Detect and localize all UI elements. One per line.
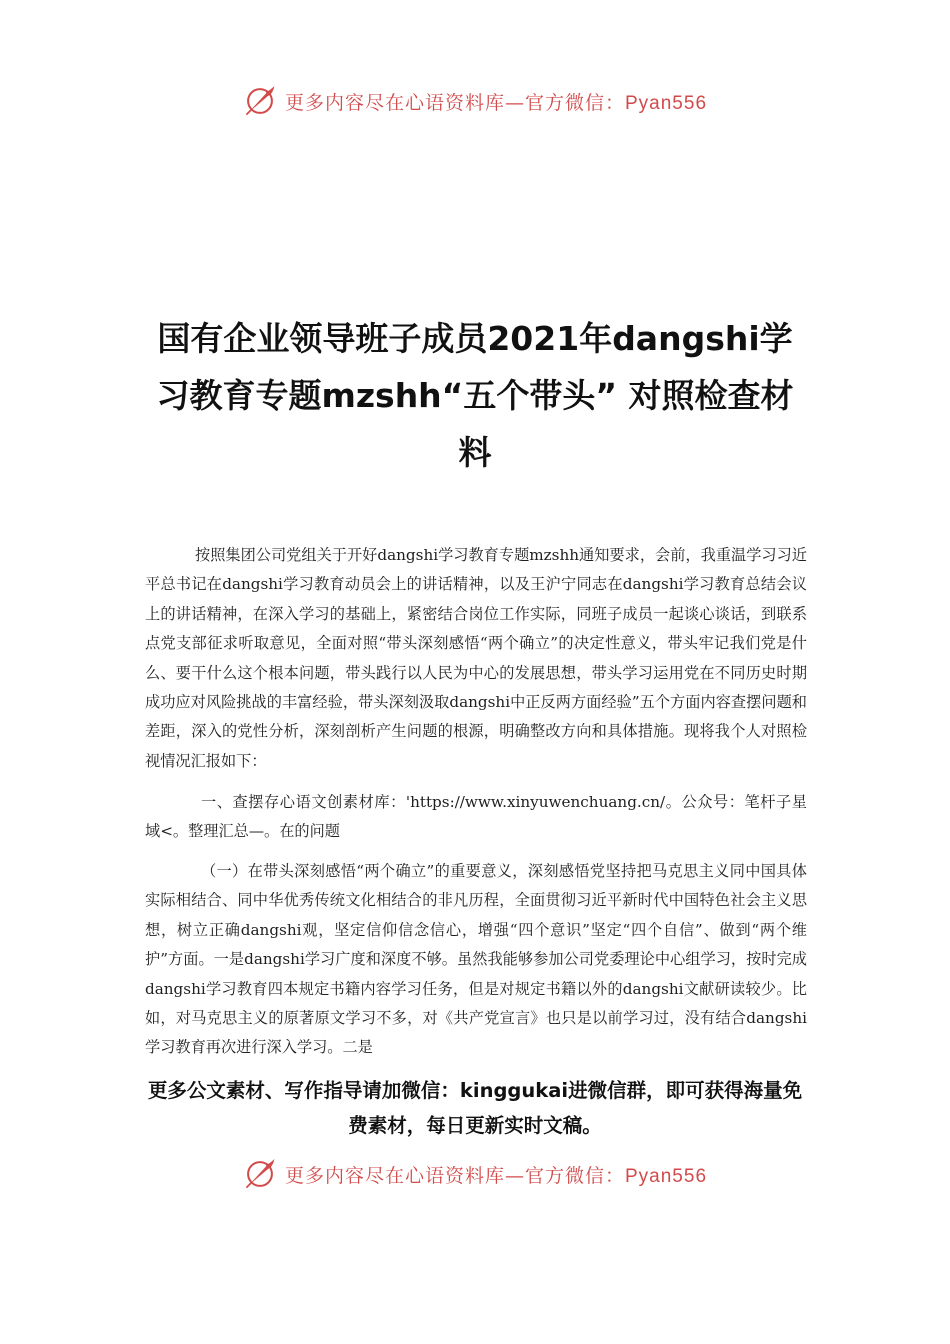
brand-text — [285, 88, 707, 115]
top-brand-header — [0, 84, 950, 118]
brand-label: 更多内容尽在心语资料库—官方微信： — [284, 1164, 625, 1187]
wechat-id: Pyan556 — [625, 1165, 708, 1187]
paragraph-subsection-one: （一）在带头深刻感悟“两个确立”的重要意义，深刻感悟党坚持把马克思主义同中国具体实际相结合、同中华优秀传统文化相结合的非凡历程，全面贯彻习近平新时代中国特色社会主义思想，树立正确dangshi观，坚定信仰信念信心，增强“四个意识”坚定“四个自信”、做到“两个维护”方面。一是dangshi学习广度和深度不够。虽然我能够参加公司党委理论中心组学习，按时完成dangshi学习教育四本规定书籍内容学习任务，但是对规定书籍以外的dangshi文献研读较少。比如，对马克思主义的原著原文学习不多，对《共产党宣言》也只是以前学习过，没有结合dangshi学习教育再次进行深入学习。二是 — [145, 862, 807, 1057]
paragraph-section-heading: 一、查摆存心语文创素材库：'https://www.xinyuwenchuang.cn/。公众号：笔杆子星域<。整理汇总—。在的问题 — [145, 793, 807, 841]
brand-text — [285, 1161, 707, 1188]
quill-logo-icon — [243, 1157, 277, 1191]
wechat-id: Pyan556 — [625, 92, 708, 114]
brand-label: 更多内容尽在心语资料库—官方微信： — [284, 91, 625, 114]
document-title: 国有企业领导班子成员2021年dangshi学习教育专题mzshh“五个带头” 对照检查材料 — [156, 319, 794, 472]
paragraph-intro: 按照集团公司党组关于开好dangshi学习教育专题mzshh通知要求，会前，我重温学习习近平总书记在dangshi学习教育动员会上的讲话精神，以及王沪宁同志在dangshi学习教育总结会议上的讲话精神，在深入学习的基础上，紧密结合岗位工作实际，同班子成员一起谈心谈话，到联系点党支部征求听取意见，全面对照“带头深刻感悟“两个确立”的决定性意义，带头牢记我们党是什么、要干什么这个根本问题，带头践行以人民为中心的发展思想，带头学习运用党在不同历史时期成功应对风险挑战的丰富经验，带头深刻汲取dangshi中正反两方面经验”五个方面内容查摆问题和差距，深入的党性分析，深刻剖析产生问题的根源，明确整改方向和具体措施。现将我个人对照检视情况汇报如下： — [145, 546, 807, 770]
quill-logo-icon — [243, 84, 277, 118]
promo-banner: 更多公文素材、写作指导请加微信：kinggukai进微信群，即可获得海量免费素材，每日更新实时文稿。 — [147, 1079, 803, 1137]
bottom-brand-footer — [0, 1157, 950, 1191]
